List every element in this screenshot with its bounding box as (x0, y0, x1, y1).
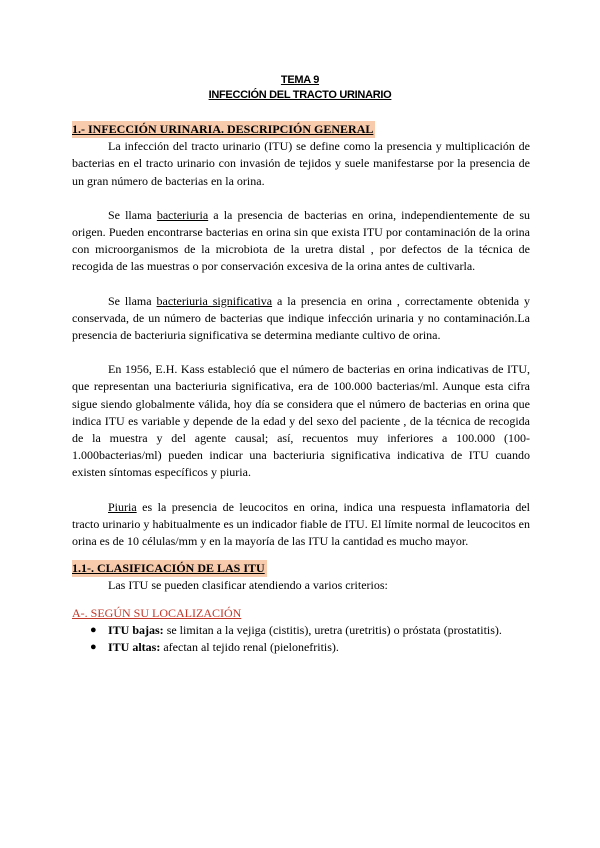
document-body (72, 121, 530, 656)
localization-list (72, 622, 530, 656)
term-bacteriuria: bacteriuria (156, 207, 209, 222)
list-item (72, 622, 530, 639)
list-item-text: afectan al tejido renal (pielonefritis). (160, 639, 339, 654)
paragraph-bacteriuria (72, 207, 530, 276)
title-block (0, 73, 600, 103)
text-fragment: Se llama (108, 207, 157, 222)
term-piuria: Piuria (108, 499, 137, 514)
section-heading-a: A-. SEGÚN SU LOCALIZACIÓN (72, 605, 242, 620)
bullet-icon: ● (90, 623, 97, 636)
paragraph-kass: En 1956, E.H. Kass estableció que el número de bacterias en orina indicativas de ITU, que representan una bacteriuria significativa, era de 100.000 bacterias/ml. Aunque esta cifra sigue siendo globalmente válida, hoy día se considera que el número de bacterias en orina que indica ITU es variable y depende de la edad y del sexo del paciente , de la técnica de recogida de la muestra y del agente causal; así, recuentos muy inferiores a 100.000 (100-1.000bacterias/ml) pueden indicar una bacteriuria significativa indicativa de ITU cuando existen síntomas específicos y piuria. (72, 362, 530, 480)
list-item-term: ITU bajas: (108, 622, 164, 637)
paragraph-piuria (72, 499, 530, 551)
list-item-term: ITU altas: (108, 639, 161, 654)
section-heading-1: 1.- INFECCIÓN URINARIA. DESCRIPCIÓN GENERAL (72, 122, 374, 136)
term-bacteriuria-significativa: bacteriuria significativa (156, 293, 273, 308)
bullet-icon: ● (90, 640, 97, 653)
page-title: INFECCIÓN DEL TRACTO URINARIO (208, 89, 392, 101)
list-item-text: se limitan a la vejiga (cistitis), uretra (uretritis) o próstata (prostatitis). (163, 622, 502, 637)
text-fragment: a la presencia en orina , correctamente obtenida y conservada, de un número de bacterias que indique infección urinaria y no contaminación.La presencia de bacteriuria significativa se determina mediante cultivo de orina. (72, 293, 531, 343)
paragraph-classification-intro: Las ITU se pueden clasificar atendiendo a varios criterios: (108, 578, 388, 593)
text-fragment: es la presencia de leucocitos en orina, indica una respuesta inflamatoria del tracto urinario y habitualmente es un indicador fiable de ITU. El límite normal de leucocitos en orina es de 10 células/mm y en la mayoría de las ITU la cantidad es mucho mayor. (72, 499, 530, 549)
text-fragment: Se llama (108, 293, 157, 308)
paragraph-definition-itu: La infección del tracto urinario (ITU) se define como la presencia y multiplicación de bacterias en el tracto urinario con invasión de tejidos y suele manifestarse por la presencia de un gran número de bacterias en la orina. (72, 139, 530, 188)
section-heading-1-1: 1.1-. CLASIFICACIÓN DE LAS ITU (72, 561, 265, 576)
text-fragment: a la presencia de bacterias en orina, independientemente de su origen. Pueden encontrarse bacterias en orina sin que exista ITU por contaminación de la orina con microorganismos de la microbiota de la uretra distal , por defectos de la técnica de recogida de las muestras o por conservación excesiva de la orina antes de cultivarla. (72, 207, 530, 274)
paragraph-bacteriuria-significativa (72, 293, 530, 345)
topic-number: TEMA 9 (280, 74, 320, 86)
list-item (72, 639, 530, 656)
